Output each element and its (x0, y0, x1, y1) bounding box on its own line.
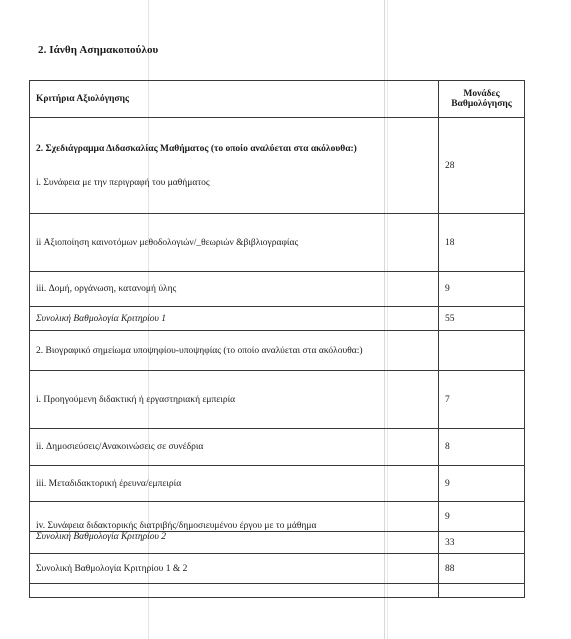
criterion-points: 9 (439, 502, 525, 532)
criterion-label: iii. Μεταδιδακτορική έρευνα/εμπειρία (30, 466, 439, 502)
criterion-points: 28 (439, 118, 525, 214)
criterion-points: 9 (439, 272, 525, 307)
table-row (30, 118, 525, 214)
table-row (30, 214, 525, 272)
table-row (30, 307, 525, 331)
criterion-label: ii Αξιοποίηση καινοτόμων μεθοδολογιών/_θεωριών &βιβλιογραφίας (30, 214, 439, 272)
criterion-points: 18 (439, 214, 525, 272)
table-row (30, 466, 525, 502)
table-row (30, 331, 525, 371)
total-label: Συνολική Βαθμολογία Κριτηρίου 1 (30, 307, 439, 331)
criterion-points: 8 (439, 429, 525, 466)
criteria-header: Κριτήρια Αξιολόγησης (30, 81, 439, 118)
criterion-label: ii. Δημοσιεύσεις/Ανακοινώσεις σε συνέδρια (30, 429, 439, 466)
table-row (30, 272, 525, 307)
table-row (30, 554, 525, 584)
criterion-label: iii. Δομή, οργάνωση, κατανομή ύλης (30, 272, 439, 307)
section-title: 2. Βιογραφικό σημείωμα υποψηφίου-υποψηφίας (το οποίο αναλύεται στα ακόλουθα:) (30, 331, 439, 371)
total-label: Συνολική Βαθμολογία Κριτηρίου 2 (30, 532, 439, 554)
criterion-points: 9 (439, 466, 525, 502)
total-points: 33 (439, 532, 525, 554)
criterion-1-cell (30, 118, 439, 214)
empty-cell (30, 584, 439, 598)
empty-cell (439, 584, 525, 598)
criterion-points: 7 (439, 371, 525, 429)
points-header: Μονάδες Βαθμολόγησης (439, 81, 525, 118)
table-row (30, 532, 525, 554)
grand-total-label: Συνολική Βαθμολογία Κριτηρίου 1 & 2 (30, 554, 439, 584)
table-row (30, 429, 525, 466)
table-row (30, 371, 525, 429)
criterion-label: iv. Συνάφεια διδακτορικής διατριβής/δημοσιευμένου έργου με το μάθημα (30, 502, 439, 532)
empty-cell (439, 331, 525, 371)
table-header-row (30, 81, 525, 118)
grand-total-points: 88 (439, 554, 525, 584)
page-title: 2. Ιάνθη Ασημακοπούλου (38, 44, 159, 56)
criterion-label: i. Προηγούμενη διδακτική ή εργαστηριακή εμπειρία (30, 371, 439, 429)
total-points: 55 (439, 307, 525, 331)
evaluation-table (29, 80, 525, 598)
section-title: 2. Σχεδιάγραμμα Διδασκαλίας Μαθήματος (το οποίο αναλύεται στα ακόλουθα:) (36, 143, 357, 154)
table-row (30, 502, 525, 532)
table-row (30, 584, 525, 598)
criterion-label: i. Συνάφεια με την περιγραφή του μαθήματος (36, 177, 210, 188)
